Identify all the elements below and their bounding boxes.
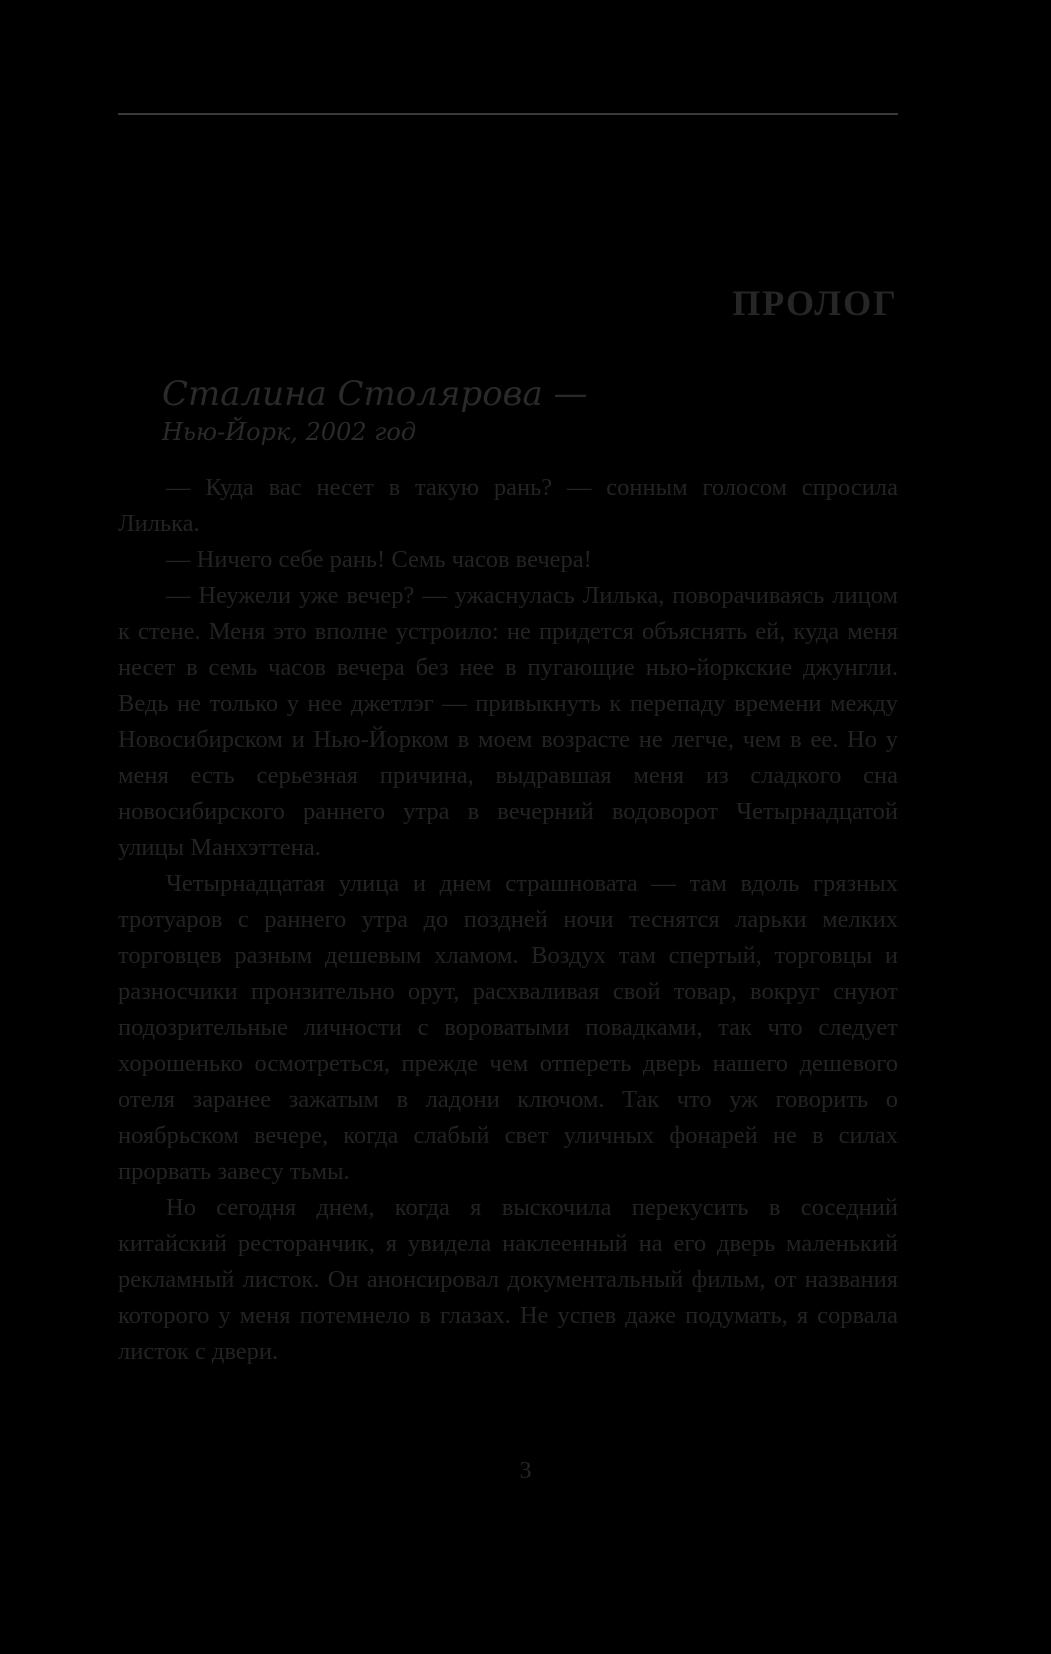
body-text xyxy=(118,470,898,1370)
paragraph: Но сегодня днем, когда я выскочила перекусить в соседний китайский ресторанчик, я увидела наклеенный на его дверь маленький рекламный листок. Он анонсировал документальный фильм, от названия которого у меня потемнело в глазах. Не успев даже подумать, я сорвала листок с двери. xyxy=(118,1194,898,1365)
paragraph: — Куда вас несет в такую рань? — сонным голосом спросила Лилька. xyxy=(118,474,898,537)
header-rule xyxy=(118,113,898,115)
chapter-title: ПРОЛОГ xyxy=(732,283,898,323)
epigraph-author: Сталина Столярова — xyxy=(162,374,588,414)
paragraph: — Ничего себе рань! Семь часов вечера! xyxy=(166,546,592,573)
paragraph: Четырнадцатая улица и днем страшновата — там вдоль грязных тротуаров с раннего утра до поздней ночи теснятся ларьки мелких торговцев разным дешевым хламом. Воздух там спертый, торговцы и разносчики пронзительно орут, расхваливая свой товар, вокруг снуют подозрительные личности с вороватыми повадками, так что следует хорошенько осмотреться, прежде чем отпереть дверь нашего дешевого отеля заранее зажатым в ладони ключом. Так что уж говорить о ноябрьском вечере, когда слабый свет уличных фонарей не в силах прорвать завесу тьмы. xyxy=(118,870,898,1185)
page-number: 3 xyxy=(519,1458,532,1484)
epigraph-place-date: Нью-Йорк, 2002 год xyxy=(162,418,417,446)
epigraph xyxy=(162,373,588,449)
paragraph: — Неужели уже вечер? — ужаснулась Лилька, поворачиваясь лицом к стене. Меня это вполне устроило: не придется объяснять ей, куда меня несет в семь часов вечера без нее в пугающие нью-йоркские джунгли. Ведь не только у нее джетлэг — привыкнуть к перепаду времени между Новосибирском и Нью-Йорком в моем возрасте не легче, чем в ее. Но у меня есть серьезная причина, выдравшая меня из сладкого сна новосибирского раннего утра в вечерний водоворот Четырнадцатой улицы Манхэттена. xyxy=(118,582,898,861)
